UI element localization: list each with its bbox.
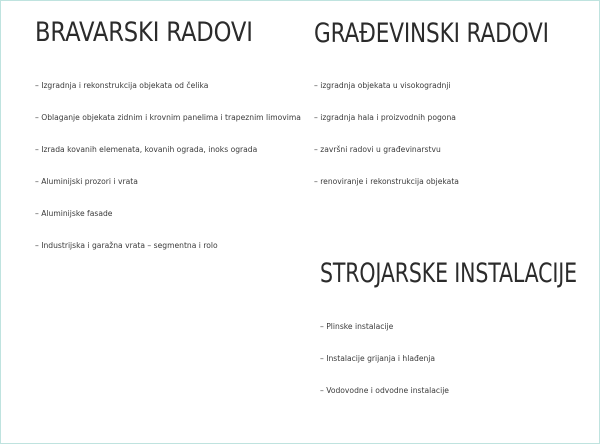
list-item: – Aluminijske fasade [35,209,113,218]
list-item: – Instalacije grijanja i hlađenja [320,354,436,363]
list-item: – Aluminijski prozori i vrata [35,177,138,186]
list-item: – izgradnja hala i proizvodnih pogona [314,113,456,122]
list-item: – Industrijska i garažna vrata – segmentna i rolo [35,241,218,250]
list-item: – renoviranje i rekonstrukcija objekata [314,177,459,186]
list-item: – Izgradnja i rekonstrukcija objekata od čelika [35,81,209,90]
list-item: – završni radovi u građevinarstvu [314,145,441,154]
list-item: – Vodovodne i odvodne instalacije [320,386,449,395]
list-item: – izgradnja objekata u visokogradnji [314,81,451,90]
list-item: – Izrada kovanih elemenata, kovanih ograda, inoks ograda [35,145,258,154]
section-title: BRAVARSKI RADOVI [35,17,253,48]
list-item: – Plinske instalacije [320,322,394,331]
section-title: GRAĐEVINSKI RADOVI [314,18,549,49]
list-item: – Oblaganje objekata zidnim i krovnim panelima i trapeznim limovima [35,113,301,122]
section-title: STROJARSKE INSTALACIJE [320,258,577,289]
